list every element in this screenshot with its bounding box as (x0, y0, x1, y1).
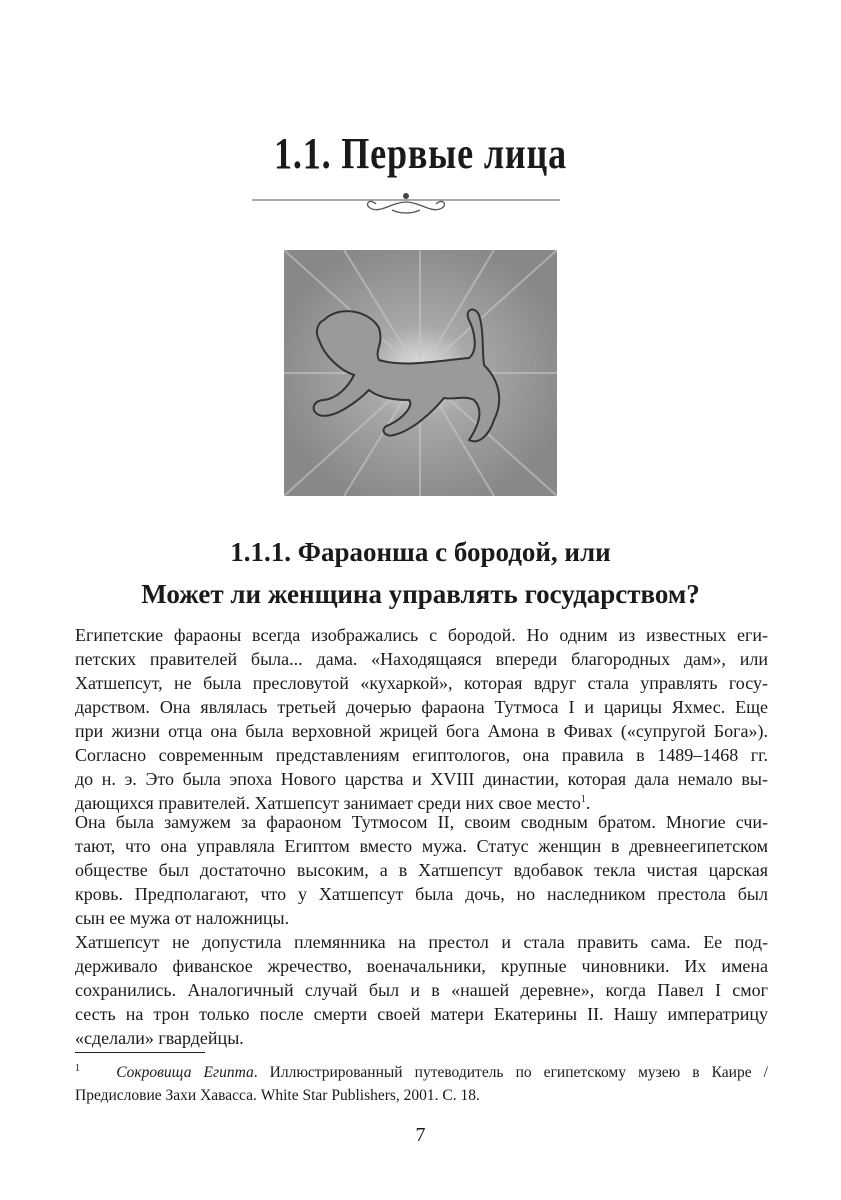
text-line: держивало фиванское жречество, военачальники, крупные чиновники. Их имена (75, 956, 768, 976)
text-line: Согласно современным представлениям египтологов, она правила в 1489–1468 гг. (75, 745, 768, 765)
page-number: 7 (415, 1124, 426, 1146)
text-line: сын ее мужа от наложницы. (75, 908, 290, 928)
footnote-text: . Иллюстрированный путеводитель по египетскому музею в Каире / (253, 1064, 768, 1081)
text-line: кровь. Предполагают, что у Хатшепсут была дочь, но наследником престола был (75, 884, 768, 904)
text-line: петских правителей была... дама. «Находящаяся впереди благородных дам», или (75, 649, 768, 669)
text-line: сесть на трон только после смерти своей матери Екатерины II. Нашу императрицу (75, 1004, 768, 1024)
text-line: Египетские фараоны всегда изображались с бородой. Но одним из известных еги- (75, 625, 768, 645)
text-line: обществе был достаточно высоким, а в Хатшепсут вдобавок текла чистая царская (75, 860, 768, 880)
text-line: тают, что она управляла Египтом вместо мужа. Статус женщин в древнеегипетском (75, 836, 768, 856)
text-line: Хатшепсут не допустила племянника на престол и стала править сама. Ее под- (75, 932, 768, 952)
text-line: дающихся правителей. Хатшепсут занимает среди них свое место$^1$. (75, 793, 591, 813)
footnote (75, 1061, 768, 1107)
text-line: Хатшепсут, не была пресловутой «кухаркой», которая вдруг стала управлять госу- (75, 673, 768, 693)
footnote-line-2: Предисловие Захи Хавасса. White Star Publishers, 2001. С. 18. (75, 1087, 480, 1104)
text-line: «сделали» гвардейцы. (75, 1028, 244, 1048)
paragraph-3 (75, 930, 768, 1050)
footnote-line-1 (75, 1061, 768, 1084)
chapter-title: 1.1. Первые лица (274, 129, 567, 178)
text-line: при жизни отца она была верховной жрицей бога Амона в Фивах («супругой Бога»). (75, 721, 768, 741)
text-line: дарством. Она являлась третьей дочерью фараона Тутмоса I и царицы Яхмес. Еще (75, 697, 768, 717)
section-title-line-2: Может ли женщина управлять государством? (141, 579, 700, 609)
text-line: Она была замужем за фараоном Тутмосом II, своим сводным братом. Многие счи- (75, 812, 768, 832)
paragraph-1 (75, 623, 768, 815)
text-line: сохранились. Аналогичный случай был и в «нашей деревне», когда Павел I смог (75, 980, 768, 1000)
footnote-divider (75, 1052, 205, 1053)
paragraph-2 (75, 810, 768, 930)
text-span: дающихся правителей. Хатшепсут занимает среди них свое место (75, 793, 581, 813)
text-line: до н. э. Это была эпоха Нового царства и XVIII династии, которая дала немало вы- (75, 769, 768, 789)
lion-illustration (284, 250, 557, 496)
footnote-source-title: Сокровища Египта (116, 1064, 254, 1081)
section-title-line-1: 1.1.1. Фараонша с бородой, или (230, 537, 611, 567)
footnote-ref[interactable]: 1 (580, 794, 586, 805)
footnote-number: 1 (75, 1062, 80, 1074)
ornament-divider-icon (252, 192, 560, 216)
